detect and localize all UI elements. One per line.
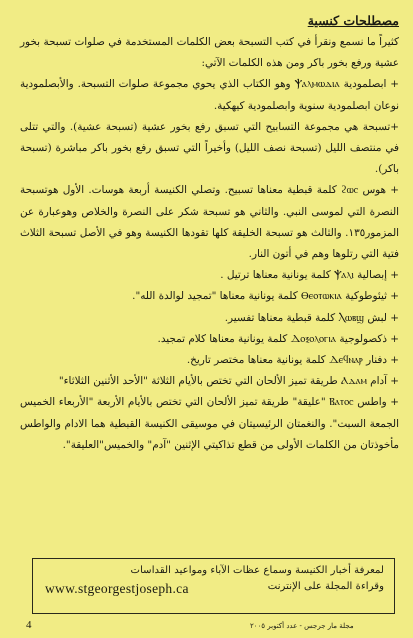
term-psalmodia: + ابصلمودية Ⲯⲁⲗⲙⲱⲇⲓⲁ وهو الكتاب الذي يحوي مجموعة صلوات التسبحة. والأبصلمودية نوعان ابصلمودية سنوية وابصلمودية كيهكية. (20, 78, 399, 112)
term-hos: + هوس ϩⲱⲥ كلمة قبطية معناها تسبيح. وتصلي الكنيسة أربعة هوسات. الأول هوتسبحة النصرة التي لموسى النبي. والثاني هو تسبحة شكر على النصرة والخلاص وهوعبارة عن المزمور١٣٥. والثالث هو تسبحة الخليقة كلها تقودها الكنيسة وهو في الأصل تسبحة الثلاث فتية التي رتلوها وهم في أتون النار. (20, 184, 400, 261)
term-theotokia: + ثيئوطوكية Ⲑⲉⲟⲧⲱⲕⲓⲁ كلمة يونانية معناها "تمجيد لوالدة الله". (132, 290, 399, 303)
page-number: 4 (26, 619, 32, 631)
term-doxology: + ذكصولوجية Ⲇⲟⲝⲟⲗⲟⲅⲓⲁ كلمة يونانية معناها كلام تمجيد. (157, 332, 399, 345)
box-line-2: وقراءة المجلة على الإنترنت (267, 581, 384, 592)
website-info-box (32, 558, 395, 614)
footer-caption: مجلة مار جرجس - عدد أكتوبر ٢٠٠٥ (250, 622, 354, 630)
term-difnar: + دفنار Ⲇⲉϥⲛⲁⲣ كلمة يونانية معناها مختصر تاريخ. (186, 354, 399, 367)
term-lobsh: + لبش Ⲗⲱⲃϣ كلمة قبطية معناها تفسير. (224, 311, 399, 324)
term-tasbeha: +تسبحة هي مجموعة التسابيح التي تسبق رفع بخور عشية (تسبحة عشية). والتي تتلى في منتصف الليل (تسبحة نصف الليل) وأخيراً التي تسبق رفع بخور باكر مباشرة (تسبحة باكر). (20, 120, 399, 176)
term-batos: + واطس Ⲃⲁⲧⲟⲥ "عليقة" طريقة تميز الألحان التي تختص بالأيام الأربعة "الأربعاء الخميس الجمعة السبت". والنغمتان الرئيسيتان في موسيقى الكنيسة القبطية هما الادام والواطس مأخوذتان من الكلمات الأولى من قطع تذاكيتي الإثنين "آدم" والخميس"العليقة". (20, 396, 399, 451)
article (20, 10, 399, 456)
box-line-1: لمعرفة أخبار الكنيسة وسماع عظات الآباء ومواعيد القداسات (130, 565, 384, 576)
term-psali: + إبصالية Ⲯⲁⲗⲓ كلمة يونانية معناها ترتيل . (220, 269, 399, 282)
article-title: مصطلحات كنسية (307, 13, 399, 28)
intro-paragraph: كثيراً ما نسمع ونقرأ في كتب التسبحة بعض الكلمات المستخدمة في صلوات تسبحة بخور عشية ورفع بخور باكر ومن هذه الكلمات الآتي: (20, 36, 399, 70)
term-adam: + آدام Ⲁⲇⲁⲙ طريقة تميز الألحان التي تختص بالأيام الثلاثة "الأحد الأثنين الثلاثاء" (58, 375, 399, 388)
website-link[interactable]: www.stgeorgestjoseph.ca (45, 581, 189, 596)
